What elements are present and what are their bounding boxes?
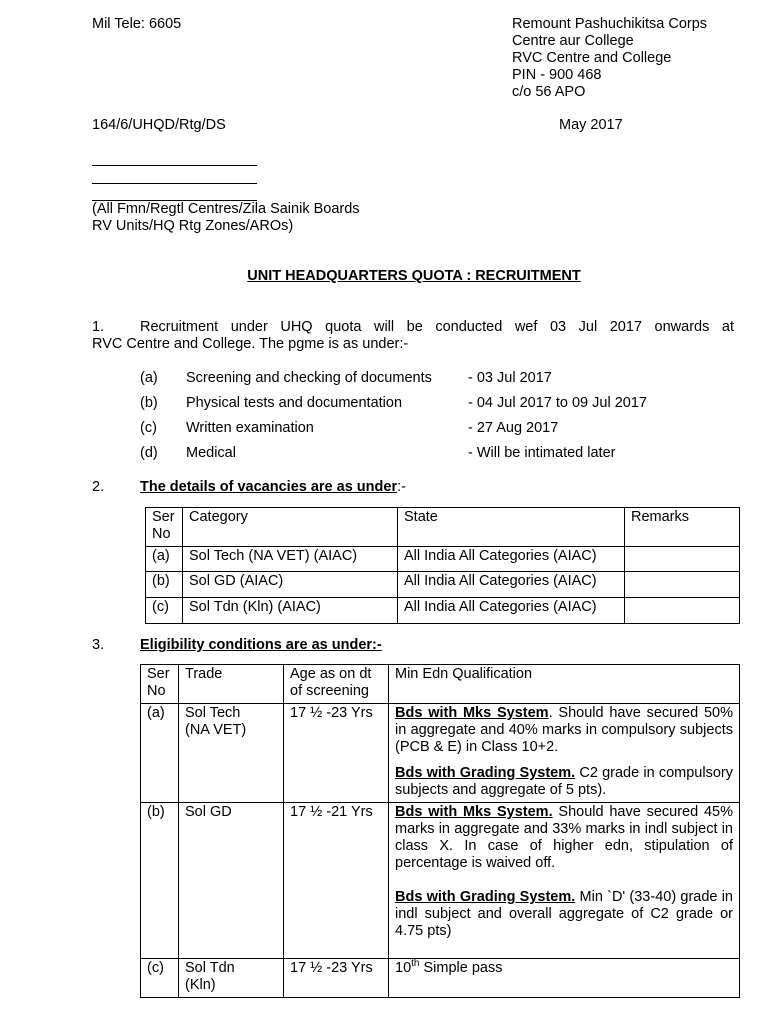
address-line: PIN - 900 468 [512, 67, 602, 83]
eligibility-table [140, 664, 740, 998]
cell-category: Sol Tdn (Kln) (AIAC) [183, 598, 398, 624]
cell-category: Sol Tech (NA VET) (AIAC) [183, 547, 398, 572]
schedule-event: Screening and checking of documents [186, 370, 432, 386]
schedule-date: - 04 Jul 2017 to 09 Jul 2017 [468, 395, 647, 411]
para1-line2: RVC Centre and College. The pgme is as under:- [92, 336, 409, 352]
schedule-ser: (b) [140, 395, 158, 411]
cell-ser: (b) [141, 803, 179, 959]
cell-ser: (a) [141, 704, 179, 803]
header-age: Age as on dt of screening [284, 665, 389, 704]
cell-edn: 10th Simple pass [389, 959, 740, 998]
cell-trade: Sol GD [179, 803, 284, 959]
cell-state: All India All Categories (AIAC) [398, 598, 625, 624]
schedule-date: - 27 Aug 2017 [468, 420, 559, 436]
vacancies-table [145, 507, 740, 624]
blank-line [92, 183, 257, 184]
header-remarks: Remarks [625, 508, 740, 547]
cell-age: 17 ½ -23 Yrs [284, 704, 389, 803]
para3-heading: Eligibility conditions are as under:- [140, 637, 382, 653]
addressees [92, 201, 360, 235]
schedule-date: - Will be intimated later [468, 445, 616, 461]
table-row [141, 704, 740, 803]
cell-age: 17 ½ -21 Yrs [284, 803, 389, 959]
sender-address [512, 16, 707, 101]
cell-ser: (b) [146, 572, 183, 598]
cell-remarks [625, 598, 740, 624]
table-header-row [141, 665, 740, 704]
cell-state: All India All Categories (AIAC) [398, 572, 625, 598]
schedule-event: Physical tests and documentation [186, 395, 403, 411]
cell-edn [389, 704, 740, 803]
schedule-ser: (c) [140, 420, 157, 436]
para2-heading-suffix: :- [397, 479, 406, 495]
blank-line [92, 165, 257, 166]
cell-state: All India All Categories (AIAC) [398, 547, 625, 572]
header-ser: Ser No [146, 508, 183, 547]
para2-heading-text: The details of vacancies are as under [140, 479, 398, 495]
cell-age: 17 ½ -23 Yrs [284, 959, 389, 998]
cell-edn [389, 803, 740, 959]
cell-ser: (a) [146, 547, 183, 572]
header-category: Category [183, 508, 398, 547]
header-state: State [398, 508, 625, 547]
cell-ser: (c) [141, 959, 179, 998]
para3-number: 3. [92, 637, 105, 653]
schedule-ser: (a) [140, 370, 158, 386]
table-header-row [146, 508, 740, 547]
addressee-line: RV Units/HQ Rtg Zones/AROs) [92, 218, 294, 234]
schedule-date: - 03 Jul 2017 [468, 370, 552, 386]
para2-heading [140, 479, 406, 496]
table-row [146, 572, 740, 598]
schedule-ser: (d) [140, 445, 158, 461]
table-row [141, 959, 740, 998]
cell-trade: Sol Tdn (Kln) [179, 959, 284, 998]
para1-line1: Recruitment under UHQ quota will be conducted wef 03 Jul 2017 onwards at [140, 319, 734, 335]
header-edn: Min Edn Qualification [389, 665, 740, 704]
mks-system-text: Bds with Mks System. Should have secured 45% marks in aggregate and 33% marks in indl subject in class X. In case of higher edn, stipulation of percentage is waived off. [395, 804, 733, 871]
mil-tele: Mil Tele: 6605 [92, 16, 182, 32]
address-line: RVC Centre and College [512, 50, 672, 66]
cell-remarks [625, 547, 740, 572]
para1-number: 1. [92, 319, 105, 335]
schedule-event: Written examination [186, 420, 314, 436]
table-row [146, 547, 740, 572]
table-row [146, 598, 740, 624]
para2-number: 2. [92, 479, 105, 495]
reference-number: 164/6/UHQD/Rtg/DS [92, 117, 226, 133]
cell-ser: (c) [146, 598, 183, 624]
header-ser: Ser No [141, 665, 179, 704]
cell-remarks [625, 572, 740, 598]
address-line: c/o 56 APO [512, 84, 586, 100]
schedule-event: Medical [186, 445, 236, 461]
letter-date: May 2017 [559, 117, 623, 133]
page-title: UNIT HEADQUARTERS QUOTA : RECRUITMENT [247, 268, 581, 284]
grading-system-text: Bds with Grading System. Min `D' (33-40) grade in indl subject and overall aggregate of C2 grade or 4.75 pts) [395, 889, 733, 939]
address-line: Remount Pashuchikitsa Corps [512, 16, 708, 32]
grading-system-text: Bds with Grading System. C2 grade in compulsory subjects and aggregate of 5 pts). [395, 765, 733, 798]
address-line: Centre aur College [512, 33, 634, 49]
mks-system-text: Bds with Mks System. Should have secured 50% in aggregate and 40% marks in compulsory subjects (PCB & E) in Class 10+2. [395, 705, 734, 755]
header-trade: Trade [179, 665, 284, 704]
cell-trade: Sol Tech (NA VET) [179, 704, 284, 803]
addressee-line: (All Fmn/Regtl Centres/Zila Sainik Boards [92, 201, 360, 217]
cell-category: Sol GD (AIAC) [183, 572, 398, 598]
table-row [141, 803, 740, 959]
